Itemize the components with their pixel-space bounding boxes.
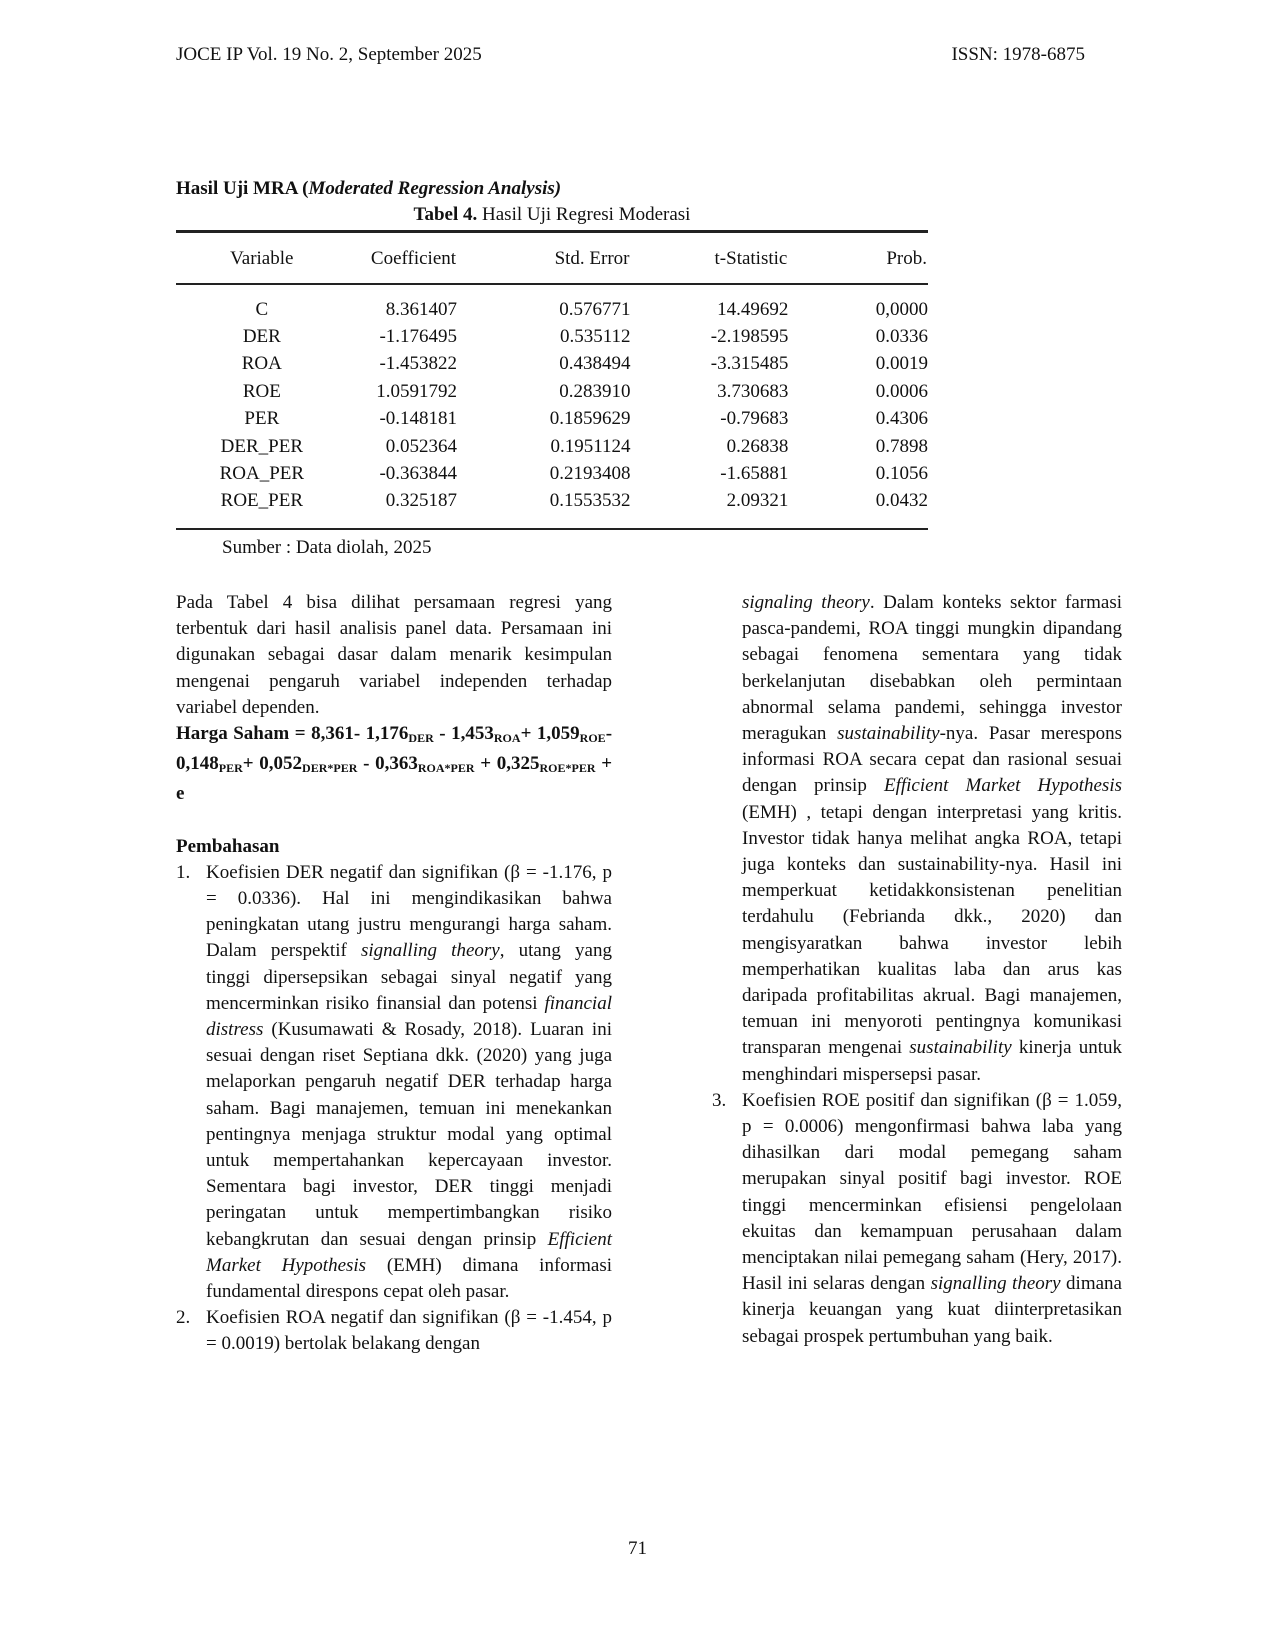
table-cell: 14.49692 [717,298,789,320]
table-row [176,406,928,433]
table-top-rule [176,230,928,233]
discussion-item-roa: 2. Koefisien ROA negatif dan signifikan (β = -1.454, p = 0.0019) bertolak belakang dengan [176,1307,612,1355]
column-header: Prob. [886,248,927,269]
table-caption: Tabel 4. Hasil Uji Regresi Moderasi [413,204,691,225]
discussion-item-roa-continued: signaling theory. Dalam konteks sektor farmasi pasca-pandemi, ROA tinggi mungkin dipandang sebagai fenomena sementara yang tidak berkelanjutan disebabkan oleh permintaan abnormal selama pandemi, sehingga investor meragukan sustainability-nya. Pasar merespons informasi ROA secara cepat dan rasional sesuai dengan prinsip Efficient Market Hypothesis (EMH) , tetapi dengan interpretasi yang kritis. Investor tidak hanya melihat angka ROA, tetapi juga konteks dan sustainability-nya. Hasil ini memperkuat ketidakkonsistenan penelitian terdahulu (Febrianda dkk., 2020) dan mengisyaratkan bahwa investor lebih memperhatikan kualitas laba dan arus kas daripada profitabilitas akrual. Bagi manajemen, temuan ini menyoroti pentingnya komunikasi transparan mengenai sustainability kinerja untuk menghindari mispersepsi pasar. [742,592,1123,1085]
discussion-item-roe: 3. Koefisien ROE positif dan signifikan (β = 1.059, p = 0.0006) mengonfirmasi bahwa laba yang dihasilkan dari modal pemegang saham merupakan sinyal positif bagi investor. ROE tinggi mencerminkan efisiensi pengelolaan ekuitas dan kemampuan perusahaan dalam menciptakan nilai pemegang saham (Hery, 2017). Hasil ini selaras dengan signalling theory dimana kinerja keuangan yang kuat diinterpretasikan sebagai prospek pertumbuhan yang baik. [712,1089,1122,1347]
table-cell: 0.26838 [726,435,789,457]
table-cell: 0.052364 [385,435,458,457]
column-header: Std. Error [554,248,630,269]
table-cell: 0.4306 [875,408,928,430]
table-cell: ROA [241,353,282,375]
table-cell: 0.1056 [875,463,928,485]
intro-paragraph: Pada Tabel 4 bisa dilihat persamaan regresi yang terbentuk dari hasil analisis panel data. Persamaan ini digunakan sebagai dasar dalam menarik kesimpulan mengenai pengaruh variabel independen terhadap variabel dependen. [176,592,612,718]
table-cell: 0.2193408 [549,463,631,485]
table-row [176,351,928,378]
page-number: 71 [628,1538,647,1559]
table-header-row [176,234,928,284]
table-row [176,460,928,487]
table-cell: -0.79683 [720,408,789,430]
regression-table [176,234,928,515]
table-cell: -0.363844 [379,463,458,485]
table-bottom-rule [176,528,928,530]
table-cell: DER [242,326,281,348]
table-cell: -3.315485 [710,353,789,375]
table-row [176,284,928,323]
table-cell: 0.1553532 [549,490,631,512]
left-text-column [176,590,612,1358]
table-cell: 0.0019 [875,353,928,375]
right-text-column [712,590,1122,1350]
discussion-heading: Pembahasan [176,835,280,857]
running-header-issn: ISSN: 1978-6875 [951,44,1085,65]
table-cell: 0.325187 [385,490,458,512]
running-header-journal: JOCE IP Vol. 19 No. 2, September 2025 [176,44,482,65]
column-header: Coefficient [370,248,457,269]
table-source-note: Sumber : Data diolah, 2025 [222,537,432,558]
table-cell: 0.438494 [559,353,631,375]
table-cell: 0.283910 [559,380,631,402]
table-cell: 1.0591792 [376,380,458,402]
table-cell: 0.576771 [559,298,631,320]
table-cell: -1.176495 [379,326,458,348]
regression-equation: Harga Saham = 8,361- $1,176_{DER} - 1,453_{ROA}+ 1,059_{ROE}-$ $0,148_{PER}+ 0,052_{DER*PER} - 0,363_{ROA*PER} + 0,325_{ROE*PER} + e$ [176,723,613,805]
table-cell: 0,0000 [875,298,928,320]
table-cell: -0.148181 [379,408,458,430]
table-row [176,433,928,460]
table-cell: PER [244,408,280,430]
table-cell: ROE_PER [220,490,303,512]
table-cell: DER_PER [220,435,303,457]
table-cell: -2.198595 [710,326,789,348]
discussion-list-continued [712,590,1122,1350]
discussion-item-der: 1. Koefisien DER negatif dan signifikan (β = -1.176, p = 0.0336). Hal ini mengindikasikan bahwa peningkatan utang justru mengurangi harga saham. Dalam perspektif signalling theory, utang yang tinggi dipersepsikan sebagai sinyal negatif yang mencerminkan risiko finansial dan potensi financial distress (Kusumawati & Rosady, 2018). Luaran ini sesuai dengan riset Septiana dkk. (2020) yang juga melaporkan pengaruh negatif DER terhadap harga saham. Bagi manajemen, temuan ini menekankan pentingnya menjaga struktur modal yang optimal untuk mempertahankan kepercayaan investor. Sementara bagi investor, DER tinggi menjadi peringatan untuk mempertimbangkan risiko kebangkrutan dan sesuai dengan prinsip Efficient Market Hypothesis (EMH) dimana informasi fundamental direspons cepat oleh pasar. [176,861,612,1303]
table-cell: 2.09321 [726,490,789,512]
table-cell: 8.361407 [385,298,458,320]
table-cell: ROA_PER [219,463,305,485]
table-cell: 0.535112 [559,326,631,348]
table-cell: 3.730683 [717,380,789,402]
section-title: Hasil Uji MRA (Moderated Regression Analysis) [176,178,562,199]
table-cell: -1.453822 [379,353,458,375]
table-cell: 0.7898 [875,435,928,457]
table-cell: C [255,298,269,320]
discussion-list [176,860,612,1358]
column-header: Variable [230,248,294,269]
table-cell: 0.0432 [875,490,928,512]
table-cell: 0.1951124 [550,435,631,457]
table-cell: ROE [242,380,281,402]
table-row [176,488,928,515]
table-row [176,378,928,405]
table-cell: 0.0006 [875,380,928,402]
table-cell: -1.65881 [720,463,789,485]
table-cell: 0.0336 [875,326,928,348]
column-header: t-Statistic [714,248,788,269]
table-cell: 0.1859629 [549,408,631,430]
table-row [176,323,928,350]
